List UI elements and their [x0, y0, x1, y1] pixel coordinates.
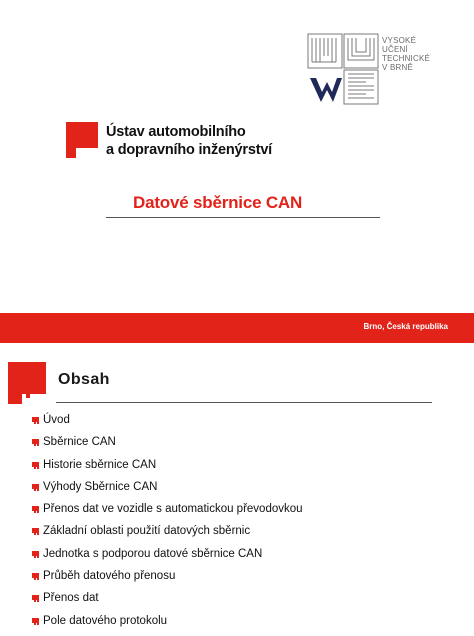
list-item [32, 480, 303, 502]
list-item [32, 413, 303, 435]
presentation-title: Datové sběrnice CAN [133, 193, 303, 212]
contents-slide [0, 347, 474, 632]
institute-logo-icon [66, 122, 98, 158]
list-item [32, 569, 303, 591]
list-item-label: Historie sběrnice CAN [43, 458, 157, 471]
list-item-label: Přenos dat [43, 592, 99, 605]
list-item-label: Sběrnice CAN [43, 436, 116, 449]
institute-name [106, 123, 272, 159]
bullet-icon [32, 506, 39, 513]
list-item [32, 547, 303, 569]
bullet-icon [32, 417, 39, 424]
contents-heading: Obsah [58, 371, 110, 388]
bullet-icon [32, 439, 39, 446]
bullet-icon [32, 462, 39, 469]
institute-name-line: Ústav automobilního [106, 124, 246, 140]
footer-band [0, 313, 474, 343]
institute-logo-icon [8, 362, 46, 404]
vut-logo-icon [306, 32, 456, 106]
logo-text-line: UČENÍ [382, 45, 408, 54]
list-item-label: Pole datového protokolu [43, 614, 168, 627]
title-underline [106, 217, 380, 218]
list-item-label: Základní oblasti použití datových sběrnic [43, 525, 251, 538]
list-item [32, 614, 303, 636]
institute-name-line: a dopravního inženýrství [106, 142, 273, 158]
logo-text-line: VYSOKÉ [382, 36, 417, 45]
bullet-icon [32, 484, 39, 491]
list-item-label: Průběh datového přenosu [43, 570, 176, 583]
list-item-label: Přenos dat ve vozidle s automatickou převodovkou [43, 503, 303, 516]
heading-underline [56, 402, 432, 403]
list-item [32, 458, 303, 480]
list-item [32, 524, 303, 546]
logo-text-line: V BRNĚ [382, 63, 413, 72]
bullet-icon [32, 595, 39, 602]
list-item [32, 435, 303, 457]
location-label: Brno, Česká republika [363, 322, 448, 331]
list-item [32, 502, 303, 524]
list-item-label: Úvod [43, 414, 70, 426]
university-logo-text [382, 36, 430, 72]
bullet-icon [32, 618, 39, 625]
list-item-label: Výhody Sběrnice CAN [43, 480, 158, 493]
contents-list [32, 413, 303, 636]
list-item [32, 591, 303, 613]
bullet-icon [32, 528, 39, 535]
bullet-icon [32, 573, 39, 580]
logo-text-line: TECHNICKÉ [382, 54, 431, 63]
list-item-label: Jednotka s podporou datové sběrnice CAN [43, 547, 263, 560]
bullet-icon [32, 551, 39, 558]
